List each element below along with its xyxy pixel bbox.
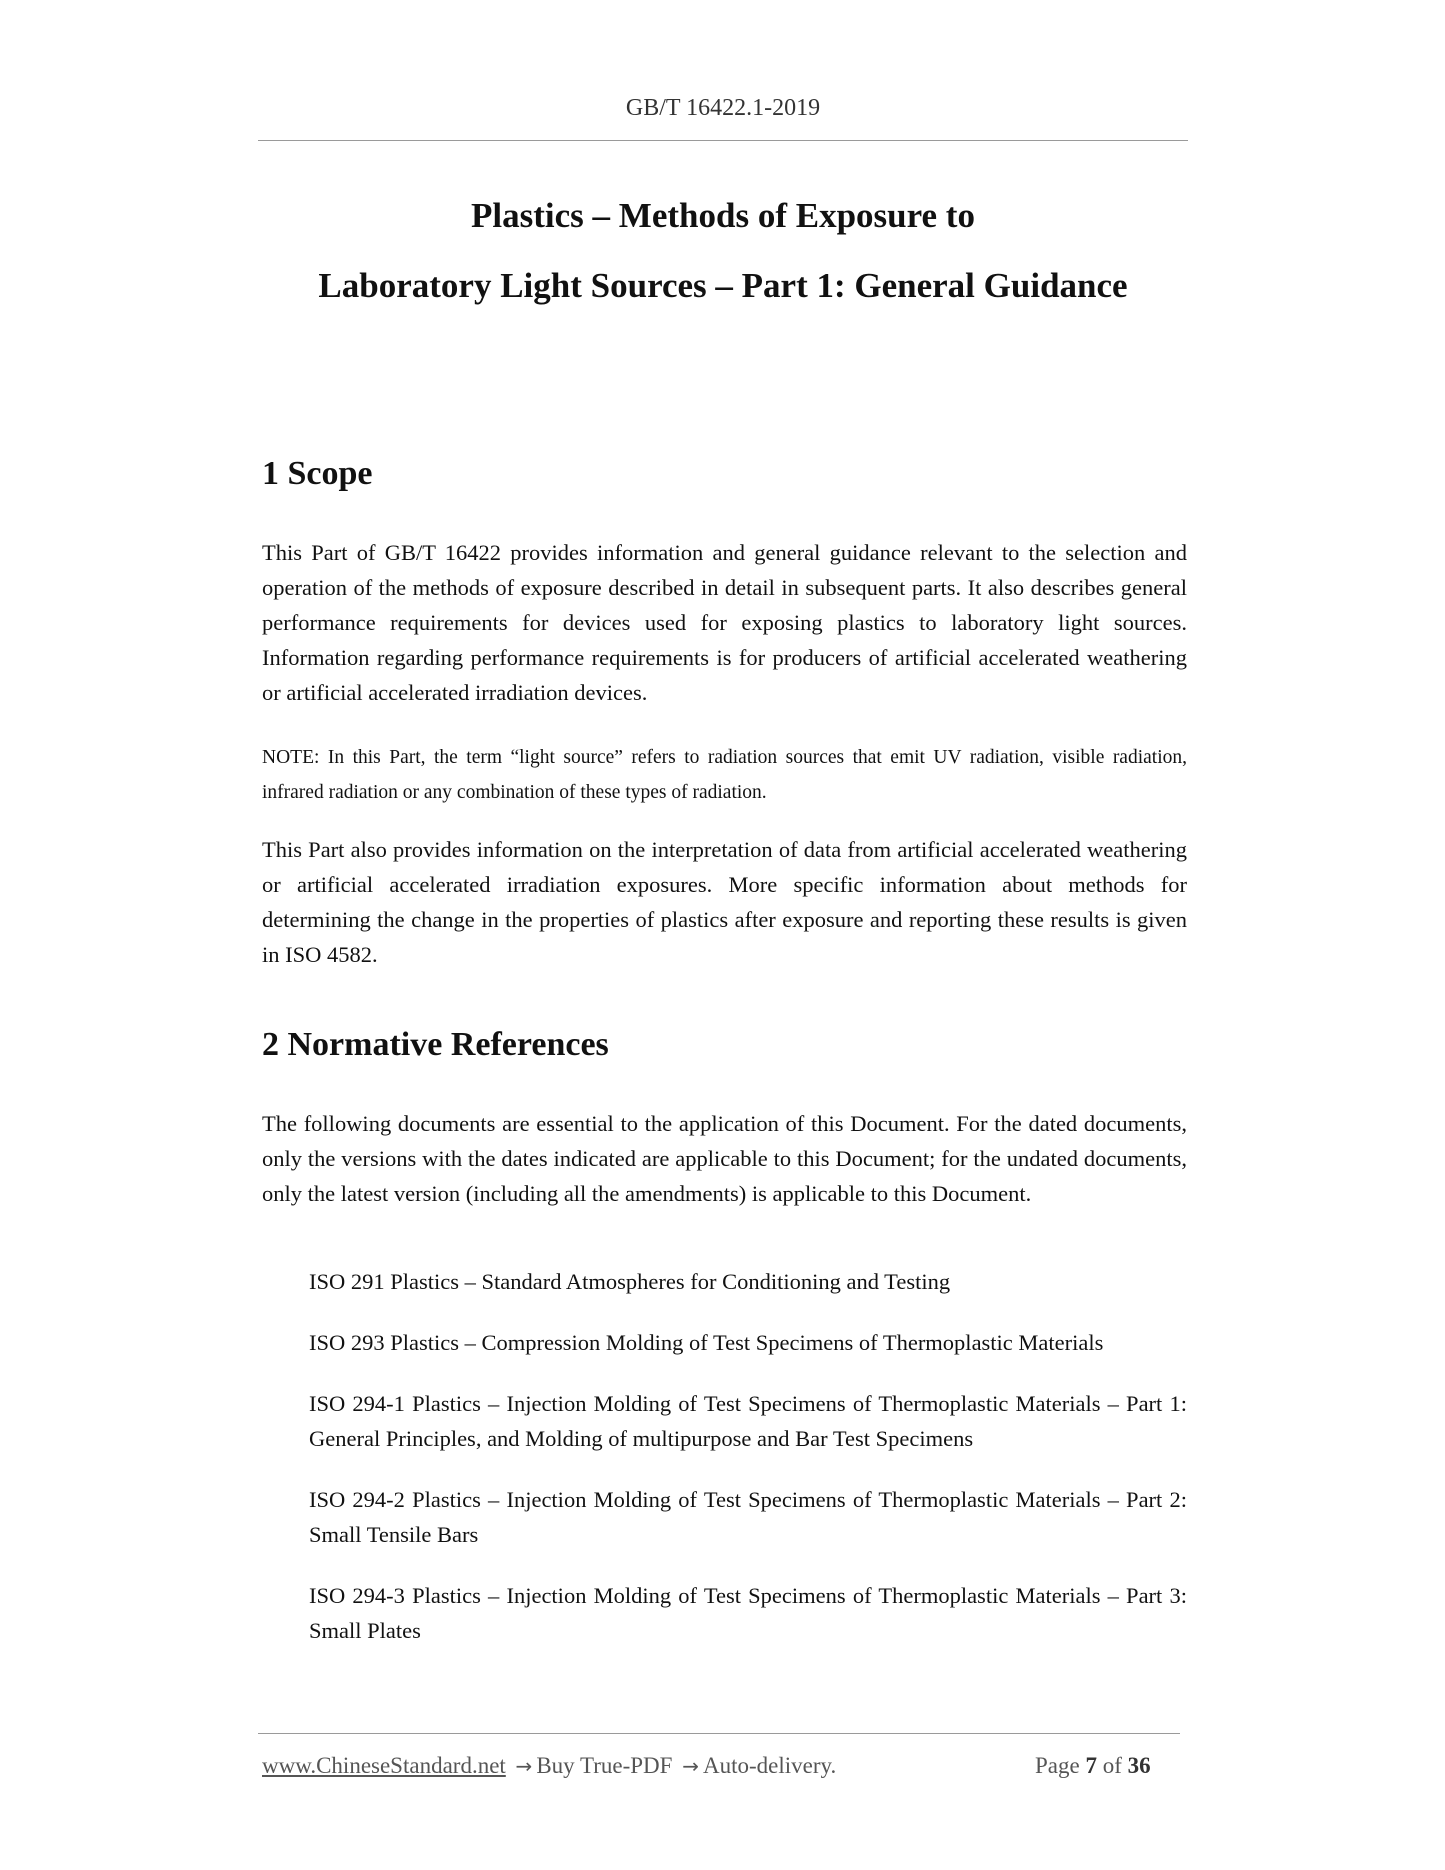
section-heading-scope: 1 Scope — [262, 455, 373, 492]
scope-paragraph-2: This Part also provides information on the interpretation of data from artificial accelerated weathering or artificial accelerated irradiation exposures. More specific information about methods for determining the change in the properties of plastics after exposure and reporting these results is given in ISO 4582. — [262, 837, 1187, 967]
reference-item-iso-294-2: ISO 294-2 Plastics – Injection Molding of Test Specimens of Thermoplastic Materials – Part 2: Small Tensile Bars — [309, 1487, 1187, 1547]
scope-paragraph-1: This Part of GB/T 16422 provides information and general guidance relevant to the selection and operation of the methods of exposure described in detail in subsequent parts. It also describes general performance requirements for devices used for exposing plastics to laboratory light sources. Information regarding performance requirements is for producers of artificial accelerated weathering or artificial accelerated irradiation devices. — [262, 540, 1187, 705]
auto-delivery-text: Auto-delivery. — [702, 1753, 837, 1778]
page-label: Page — [1035, 1753, 1080, 1778]
document-title-line-1: Plastics – Methods of Exposure to — [471, 196, 975, 235]
scope-note: NOTE: In this Part, the term “light source” refers to radiation sources that emit UV radiation, visible radiation, infrared radiation or any combination of these types of radiation. — [262, 747, 1187, 803]
reference-item-iso-294-3: ISO 294-3 Plastics – Injection Molding of Test Specimens of Thermoplastic Materials – Part 3: Small Plates — [309, 1583, 1187, 1643]
arrow-right-icon: → — [682, 1754, 699, 1778]
footer-divider — [258, 1733, 1180, 1734]
references-intro-paragraph: The following documents are essential to the application of this Document. For the dated documents, only the versions with the dates indicated are applicable to this Document; for the undated documents, only the latest version (including all the amendments) is applicable to this Document. — [262, 1111, 1187, 1206]
document-header-code: GB/T 16422.1-2019 — [625, 95, 821, 121]
section-heading-normative-references: 2 Normative References — [262, 1026, 609, 1063]
page-indicator — [1035, 1753, 1151, 1779]
page-total-number: 36 — [1127, 1753, 1151, 1778]
arrow-right-icon: → — [515, 1754, 533, 1778]
document-title-line-2: Laboratory Light Sources – Part 1: General Guidance — [318, 266, 1128, 305]
reference-item-iso-293: ISO 293 Plastics – Compression Molding of Test Specimens of Thermoplastic Materials — [309, 1330, 1104, 1355]
buy-true-pdf-text: Buy True-PDF — [536, 1753, 673, 1778]
reference-item-iso-291: ISO 291 Plastics – Standard Atmospheres for Conditioning and Testing — [309, 1269, 951, 1294]
website-link[interactable]: www.ChineseStandard.net — [262, 1753, 506, 1778]
header-divider — [258, 140, 1188, 141]
reference-item-iso-294-1: ISO 294-1 Plastics – Injection Molding of Test Specimens of Thermoplastic Materials – Part 1: General Principles, and Molding of multipurpose and Bar Test Specimens — [309, 1391, 1187, 1451]
page-of-label: of — [1102, 1753, 1122, 1778]
page-current-number: 7 — [1085, 1753, 1097, 1778]
footer-promo — [262, 1753, 836, 1779]
